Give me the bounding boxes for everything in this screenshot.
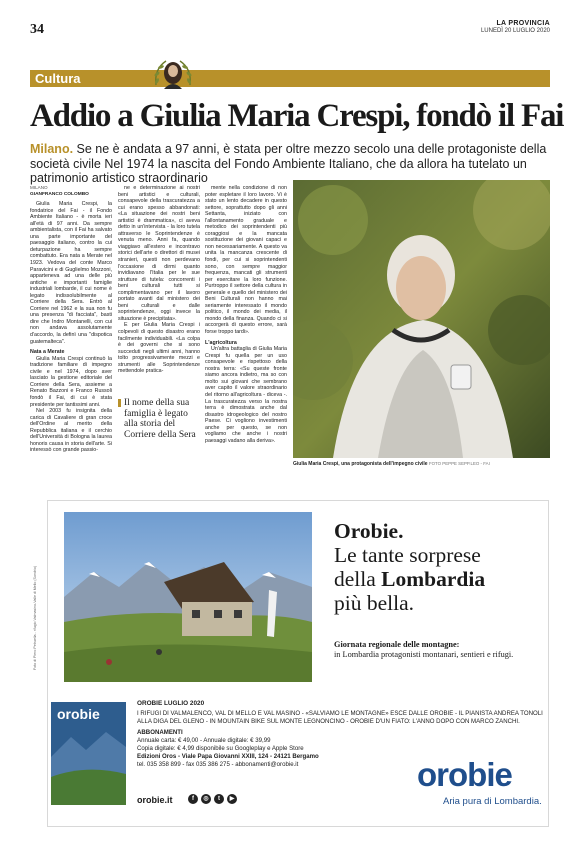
magazine-cover [51,702,126,805]
article-paragraph: Giulia Maria Crespi continuò la tradizione familiare di impegno civile e nel 1974, dopo aver lasciato la gestione editoriale del Corriere della Sera, assieme a Renato Bazzoni e Franco Russoli fondò il Fai, di cui è stata presidente per tantissimi anni. [30,355,112,408]
photo-caption [293,461,550,467]
article-subtitle: Nata a Merate [30,349,65,356]
section-bar [30,70,550,87]
article-paragraph: ne e determinazione ai nostri beni artistici e culturali, consapevole della trascuratezza a cui erano spesso abbandonati: «La situazione dei nostri beni artistici è drammatica», ci aveva detto in un'intervista - la loro tutela attraverso le Soprintendenze è venuta meno. Anni fa, quando viaggiavo all'estero e incontravo storici dell'arte o direttori di musei stranieri, questi non perdevano l'occasione di dirmi quanto invidiavano l'Italia per le sue strutture di tutela: concorrenti i beni culturali tutti si complimentavano per il lavoro portato avanti dal ministero dei beni culturali e dalle soprintendenze, oggi invece la situazione è precipitata». [118,185,200,322]
subscriptions-line: Copia digitale: € 4,99 disponibile su Googleplay e Apple Store [137,745,304,753]
headline: Addio a Giulia Maria Crespi, fondò il Fai [30,98,564,134]
issue-text: I RIFUGI DI VALMALENCO, VAL DI MELLO E VAL MASINO - «SALVIAMO LE MONTAGNE» ESCE DALLE OROBIE - IL PIANISTA ANDREA TONOLI ALLA DIGA DEL GLENO - IN MOUNTAIN BIKE SUL MONTE LEGNONCINO - OROBIE D'UN FIATO: L'ANNO DOPO CON MARCO ZANCHI. [137,710,543,726]
contact-line: tel. 035 358 899 - fax 035 386 275 - abbonamenti@orobie.it [137,761,299,769]
publisher-line: Edizioni Oros - Viale Papa Giovanni XXIII, 124 - 24121 Bergamo [137,753,319,761]
twitter-icon[interactable]: t [214,794,224,804]
advert-photo-credit: Foto di Piero Petruella - rifugio Valmasino-Valle di Mello (Sondrio) [33,565,37,670]
subhead-location: Milano. [30,142,74,156]
issue-label: OROBIE LUGLIO 2020 [137,700,205,707]
byline-author: GIANFRANCO COLOMBO [30,191,89,197]
byline-city: MILANO [30,185,48,190]
instagram-icon[interactable]: ◎ [201,794,211,804]
photo-credit: FOTO PEPPE SEPP.LEO - FAI [428,461,490,466]
article-column-3 [205,185,287,473]
masthead [481,20,550,34]
article-paragraph: E per Giulia Maria Crespi i colpevoli di questo disastro erano facilmente individuabili. «La colpa è dei governi che si sono succeduti negli ultimi anni, hanno tolto progressivamente mezzi e strumenti alle Soprintendenze mettendole pratica- [118,322,200,375]
publication-name: LA PROVINCIA [496,20,550,27]
photo-caption-text: Giulia Maria Crespi, una protagonista dell'impegno civile [293,461,428,467]
article-paragraph: Giulia Maria Crespi, la fondatrice del Fai - il Fondo Ambiente Italiano - è morta ieri all'età di 97 anni. Da sempre ambientalista, con il Fai ha salvato una parte importante del paesaggio italiano, contro la cui deturpazione ha sempre combattuto. Era nata a Merate nel 1923. Vedova del conte Marco Paravicini e di Guglielmo Mozzoni, apparteneva ad una delle più antiche e importanti famiglie industriali lombarde, il cui nome è legato indissolubilmente al Corriere della Sera. Entrò al Corriere nel 1962 e la sua non fu una presenza "di facciata", basti dire che Indro Montanelli, con cui non andava assolutamente d'accordo, la definì una "dispotica guatemalteca". [30,201,112,345]
magazine-title: orobie [57,706,100,722]
advert-subtitle-bold: Giornata regionale delle montagne: [334,640,460,649]
portrait-laurel-emblem [150,55,196,91]
article-paragraph: Nel 2003 fu insignita della carica di Cavaliere di gran croce dell'Ordine al merito della Repubblica italiana e il cerchio dell'Università di Bologna la laurea honoris causa in storia dell'arte. Si interessò con grande passio- [30,408,112,454]
youtube-icon[interactable]: ▶ [227,794,237,804]
subhead-text: Se ne è andata a 97 anni, è stata per oltre mezzo secolo una delle protagoniste della società civile Nel 1974 la nascita del Fondo Ambiente Italiano, che da allora ha tutelato un patrimonio artistico straordinario [30,142,547,185]
advert-website-link[interactable]: orobie.it [137,795,173,805]
section-label: Cultura [35,71,81,86]
article-paragraph: Un'altra battaglia di Giulia Maria Crespi fu quella per un uso consapevole e rispettoso della nostra terra: «Su queste fronte siamo ancora indietro, ma so con molto sui giovani che sembrano aver capito il valore straordinario del ritorno all'agricoltura - diceva -. La trascuratezza verso la nostra terra è dimostrata anche dal disastro idrogeologico del nostro Paese. Ci vogliono investimenti anche per questo, se non vogliamo che anche i nostri paesaggi vadano alla deriva». [205,346,287,444]
advert-title [334,519,485,615]
article-column-1 [30,185,112,473]
advert-title-highlight: Lombardia [381,567,486,591]
advert-title-line: Orobie. [334,519,404,543]
portrait-photo [293,180,550,458]
article-column-2 [118,185,200,393]
article-paragraph: mente nella condizione di non poter espletare il loro lavoro. Vi è stato un lento decadere in questo settore, soprattutto dopo gli anni Settanta, iniziato con l'allontanamento graduale e metodico dei soprintendenti più coraggiosi e la mancata sostituzione dei giovani capaci e non necessariamente. A questo va unita la mancanza crescente di fondi, per cui si soprintendenti sono, con sempre maggior frequenza, mancati gli strumenti per esercitare la loro funzione. Purtroppo il settore della cultura in generale e quello del ministero dei Beni Culturali non hanno mai seriamente interessato il mondo politico, il mondo dei media, il mondo della finanza. Quando ci si accorgerà di questo errore, sarà forse troppo tardi». [205,185,287,336]
brand-logo: orobie [417,756,512,793]
subscriptions-line: Annuale carta: € 49,00 - Annuale digitale: € 39,99 [137,736,271,744]
mountain-hut-photo [64,512,312,682]
facebook-icon[interactable]: f [188,794,198,804]
pullquote-text: Il nome della sua famiglia è legato alla storia del Corriere della Sera [124,398,196,440]
advert-subtitle [334,640,534,660]
social-icons [188,794,237,804]
advert-subtitle-text: in Lombardia protagonisti montanari, sentieri e rifugi. [334,650,514,659]
advert-title-line: Le tante sorprese [334,543,481,567]
pullquote [118,398,198,440]
article-subtitle: L'agricoltura [205,339,237,346]
brand-tagline: Aria pura di Lombardia. [443,796,542,807]
advert-title-line: della [334,567,382,591]
subheadline [30,142,550,186]
publication-date: LUNEDÌ 20 LUGLIO 2020 [480,28,550,34]
page-number: 34 [30,22,44,37]
subscriptions-label: ABBONAMENTI [137,728,183,736]
advert-title-line: più bella. [334,591,415,615]
